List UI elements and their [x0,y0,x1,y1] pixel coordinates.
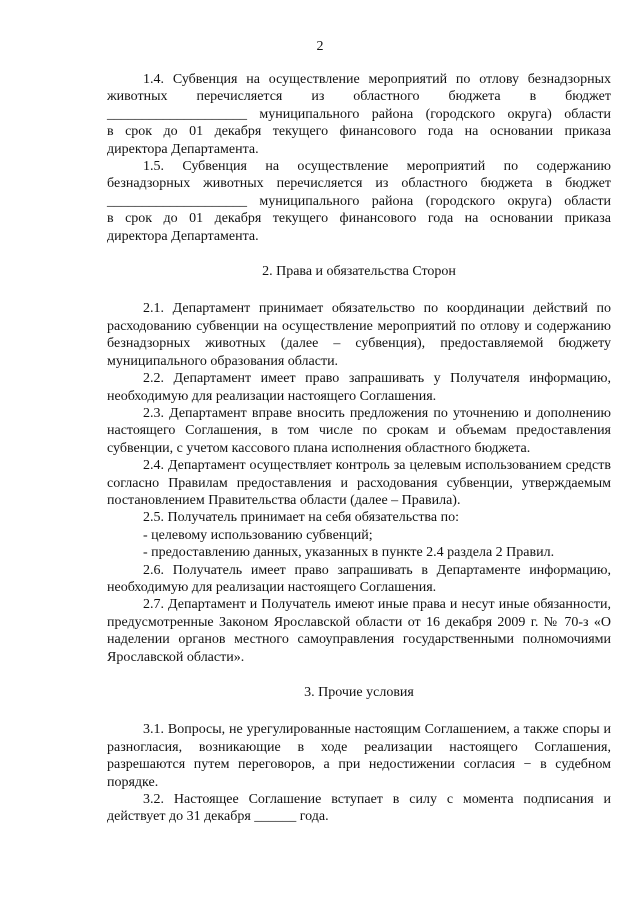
clause-1-5-line: в срок до 01 декабря текущего финансового года на основании приказа [107,211,611,227]
clause-2-5-item: - целевому использованию субвенций; [143,527,373,543]
section-3-heading: 3. Прочие условия [304,685,414,700]
clause-2-4: 2.4. Департамент осуществляет контроль за целевым использованием средств согласно Правилам предоставления и расходования субвенции, утверждаемым постановлением Правительства области (далее – Правила). [107,458,611,508]
clause-1-4-line: животных перечисляется из областного бюджета в бюджет [107,89,611,105]
clause-2-7: 2.7. Департамент и Получатель имеют иные права и несут иные обязанности, предусмотренные Законом Ярославской области от 16 декабря 2009 г. № 70-з «О наделении органов местного самоуправления государственными полномочиями Ярославской области». [107,597,611,665]
clause-1-5-line: ____________________ муниципального района (городского округа) области [107,193,611,209]
clause-1-5-line: директора Департамента. [107,228,259,244]
clause-1-4-line: в срок до 01 декабря текущего финансового года на основании приказа [107,124,611,140]
clause-2-5: 2.5. Получатель принимает на себя обязательства по: [143,510,459,526]
clause-3-2: 3.2. Настоящее Соглашение вступает в силу с момента подписания и действует до 31 декабря ______ года. [107,792,611,825]
document-body [107,71,611,826]
clause-2-2: 2.2. Департамент имеет право запрашивать у Получателя информацию, необходимую для реализации настоящего Соглашения. [107,371,611,404]
clause-1-4-line: 1.4. Субвенция на осуществление мероприятий по отлову безнадзорных [143,72,611,87]
clause-3-1: 3.1. Вопросы, не урегулированные настоящим Соглашением, а также споры и разногласия, возникающие в ходе реализации настоящего Соглашения, разрешаются путем переговоров, а при недостижении согласия − в судебном порядке. [107,722,611,790]
clause-2-6: 2.6. Получатель имеет право запрашивать в Департаменте информацию, необходимую для реализации настоящего Соглашения. [107,562,611,595]
page-number: 2 [316,39,324,54]
clause-2-5-item: - предоставлению данных, указанных в пункте 2.4 раздела 2 Правил. [143,545,555,561]
clause-1-4-line: ____________________ муниципального района (городского округа) области [107,106,611,122]
clause-1-5-line: безнадзорных животных перечисляется из областного бюджета в бюджет [107,176,611,192]
section-2-heading: 2. Права и обязательства Сторон [262,264,456,280]
clause-1-5 [107,158,611,245]
clause-1-4 [107,71,611,158]
clause-1-4-line: директора Департамента. [107,141,259,157]
clause-2-1: 2.1. Департамент принимает обязательство по координации действий по расходованию субвенции на осуществление мероприятий по отлову и содержанию безнадзорных животных (далее – субвенция), предоставляемой бюджету муниципального образования области. [107,301,611,369]
clause-1-5-line: 1.5. Субвенция на осуществление мероприятий по содержанию [143,159,611,175]
clause-2-3: 2.3. Департамент вправе вносить предложения по уточнению и дополнению настоящего Соглашения, в том числе по срокам и объемам предоставления субвенции, с учетом кассового плана исполнения областного бюджета. [107,405,611,456]
